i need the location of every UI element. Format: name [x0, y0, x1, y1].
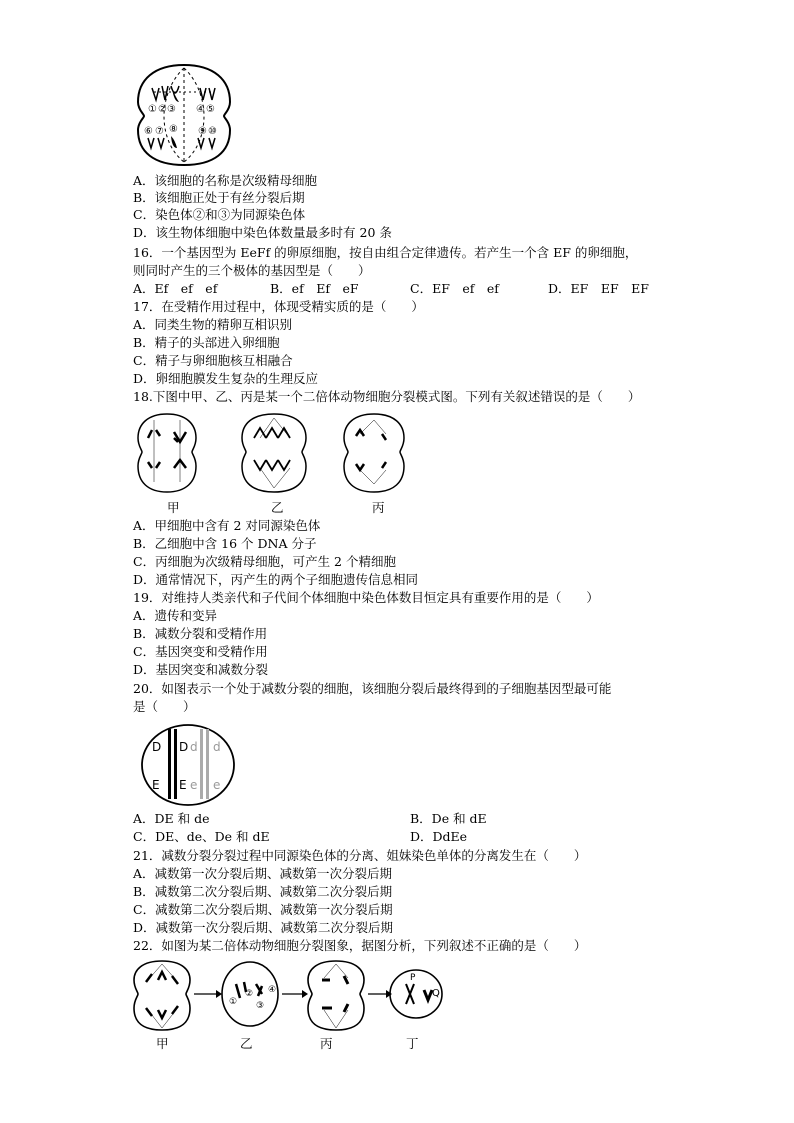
q15-label-5: ⑤	[206, 104, 215, 115]
q20-option-b: B．De 和 dE	[410, 811, 487, 826]
q17-option-b: B．精子的头部进入卵细胞	[133, 335, 280, 350]
q21-option-d: D．减数第一次分裂后期、减数第二次分裂后期	[133, 920, 394, 935]
q20-label-D-left: D	[152, 740, 162, 754]
q19-stem: 19．对维持人类亲代和子代间个体细胞中染色体数目恒定具有重要作用的是（ ）	[133, 590, 599, 605]
q15-option-c: C．染色体②和③为同源染色体	[133, 207, 306, 222]
q15-option-b: B．该细胞正处于有丝分裂后期	[133, 190, 305, 205]
q15-label-2: ②	[158, 104, 167, 115]
q20-stem-line1: 20．如图表示一个处于减数分裂的细胞，该细胞分裂后最终得到的子细胞基因型最可能	[133, 681, 612, 696]
q15-label-8: ⑧	[169, 124, 178, 135]
q16-option-c: C．EF ef ef	[410, 281, 499, 296]
q20-label-d-left: d	[190, 740, 198, 754]
q18-caption-jia: 甲	[167, 500, 180, 515]
q19-option-b: B．减数分裂和受精作用	[133, 626, 268, 641]
q16-option-a: A．Ef ef ef	[133, 281, 218, 296]
q22-label-1: ①	[229, 997, 238, 1007]
q15-option-d: D．该生物体细胞中染色体数量最多时有 20 条	[133, 225, 392, 240]
q21-option-c: C．减数第二次分裂后期、减数第一次分裂后期	[133, 902, 393, 917]
q16-option-d: D．EF EF EF	[548, 281, 649, 296]
q22-label-2: ②	[245, 989, 254, 999]
q21-option-a: A．减数第一次分裂后期、减数第一次分裂后期	[133, 866, 393, 881]
q19-option-c: C．基因突变和受精作用	[133, 644, 268, 659]
q17-option-a: A．同类生物的精卵互相识别	[133, 317, 293, 332]
q20-label-E-left: E	[152, 778, 160, 792]
q20-label-d-right: d	[213, 740, 221, 754]
q18-option-a: A．甲细胞中含有 2 对同源染色体	[133, 518, 321, 533]
q20-label-e-left: e	[190, 778, 198, 792]
q15-label-9: ⑨	[198, 126, 207, 137]
q21-stem: 21．减数分裂分裂过程中同源染色体的分离、姐妹染色单体的分离发生在（ ）	[133, 848, 587, 863]
q15-label-10: ⑩	[208, 126, 217, 137]
q17-option-c: C．精子与卵细胞核互相融合	[133, 353, 293, 368]
q15-option-a: A．该细胞的名称是次级精母细胞	[133, 173, 318, 188]
q19-option-d: D．基因突变和减数分裂	[133, 662, 269, 677]
q15-label-7: ⑦	[155, 126, 164, 137]
q18-caption-bing: 丙	[372, 500, 385, 515]
q20-label-D-right: D	[179, 740, 189, 754]
q18-figure	[134, 410, 414, 496]
q18-cell-yi	[242, 414, 306, 492]
q22-caption-bing: 丙	[320, 1036, 333, 1051]
q22-caption-yi: 乙	[240, 1036, 253, 1051]
q15-label-6: ⑥	[144, 126, 153, 137]
q16-stem-line1: 16．一个基因型为 EeFf 的卵原细胞，按自由组合定律遗传。若产生一个含 EF 的卵细胞，	[133, 245, 638, 260]
q15-label-1: ①	[148, 104, 157, 115]
q18-option-d: D．通常情况下，丙产生的两个子细胞遗传信息相同	[133, 572, 419, 587]
q18-cell-bing	[344, 414, 404, 492]
q18-caption-yi: 乙	[271, 500, 284, 515]
q20-option-c: C．DE、de、De 和 dE	[133, 829, 270, 844]
q20-option-d: D．DdEe	[410, 829, 468, 844]
q17-option-d: D．卵细胞膜发生复杂的生理反应	[133, 371, 319, 386]
q22-cell-bing	[308, 961, 364, 1030]
q22-figure	[132, 958, 448, 1034]
q16-stem-line2: 则同时产生的三个极体的基因型是（ ）	[133, 263, 371, 278]
q20-cell-figure	[140, 723, 236, 807]
q18-option-c: C．丙细胞为次级精母细胞，可产生 2 个精细胞	[133, 554, 396, 569]
q22-label-Q: Q	[432, 988, 440, 999]
q22-label-4: ④	[268, 985, 277, 995]
q15-cell-figure	[134, 62, 234, 168]
q18-cell-jia	[138, 414, 196, 492]
q20-label-E-right: E	[179, 778, 187, 792]
q18-option-b: B．乙细胞中含 16 个 DNA 分子	[133, 536, 317, 551]
q20-stem-line2: 是（ ）	[133, 699, 196, 714]
q15-label-3: ③	[167, 104, 176, 115]
q22-caption-jia: 甲	[156, 1036, 169, 1051]
q17-stem: 17．在受精作用过程中，体现受精实质的是（ ）	[133, 299, 424, 314]
q22-cell-jia	[134, 961, 190, 1030]
q20-label-e-right: e	[213, 778, 221, 792]
q22-label-P: P	[410, 973, 416, 983]
q15-label-4: ④	[196, 104, 205, 115]
q22-label-3: ③	[256, 1001, 265, 1011]
q21-option-b: B．减数第二次分裂后期、减数第二次分裂后期	[133, 884, 393, 899]
q16-option-b: B．ef Ef eF	[270, 281, 359, 296]
q18-stem: 18.下图中甲、乙、丙是某一个二倍体动物细胞分裂模式图。下列有关叙述错误的是（ ）	[133, 389, 641, 404]
q20-option-a: A．DE 和 de	[133, 811, 210, 826]
q22-caption-ding: 丁	[406, 1036, 419, 1051]
q22-stem: 22．如图为某二倍体动物细胞分裂图象，据图分析，下列叙述不正确的是（ ）	[133, 938, 587, 953]
q19-option-a: A．遗传和变异	[133, 608, 218, 623]
